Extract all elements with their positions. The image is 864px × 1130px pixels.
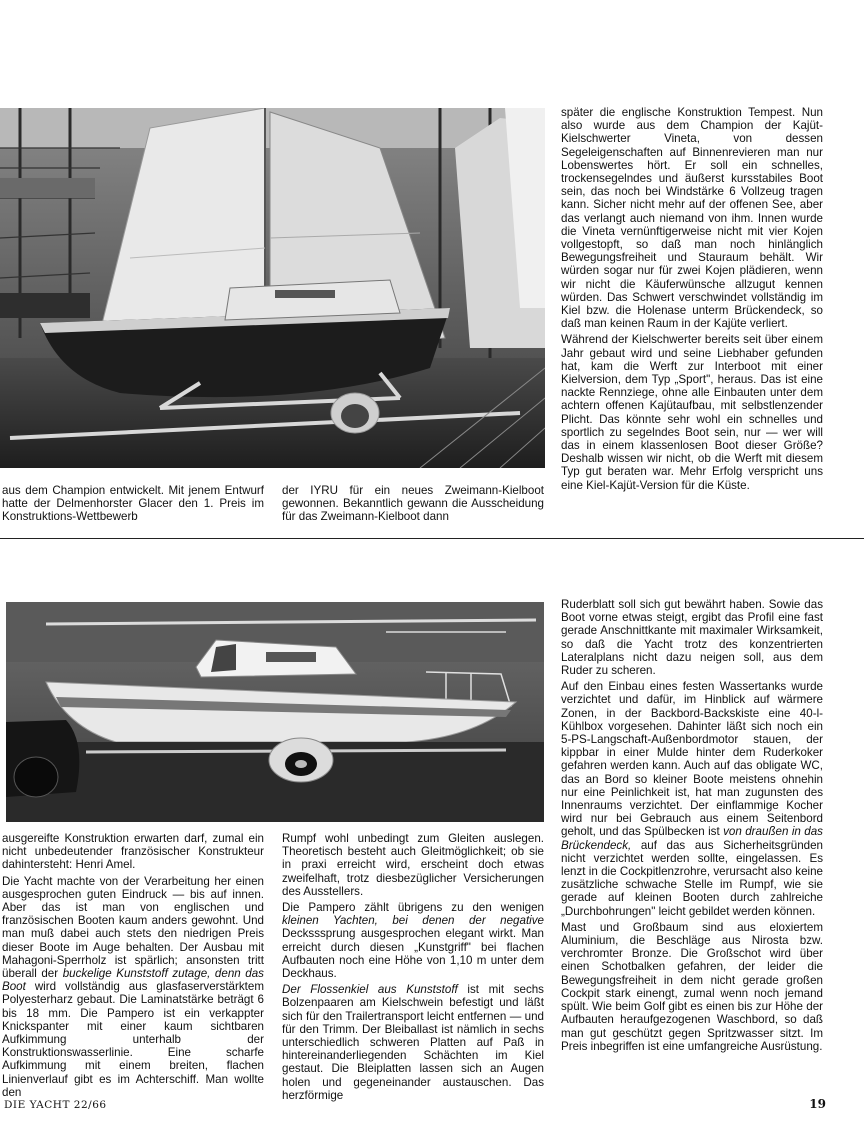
motorsailer-photo-illustration: [6, 602, 544, 822]
section2-column-3: [561, 598, 823, 1056]
section2-col3-italic: von draußen in das Brückendeck,: [561, 825, 823, 852]
section2-col2-text-a: Die Pampero zählt übrigens zu den wenigen: [282, 901, 544, 915]
magazine-footer: DIE YACHT 22/66: [4, 1099, 107, 1111]
section2-col1-paragraph-2: [2, 875, 264, 1099]
section2-col2-italic-a: kleinen Yachten, bei denen der negative: [282, 914, 544, 928]
section1-col2-paragraph: der IYRU für ein neues Zweimann-Kielboot gewonnen. Bekanntlich gewann die Ausscheidung für das Zweimann-Kielboot dann: [282, 484, 544, 524]
page-number: 19: [809, 1097, 826, 1111]
section2-col2-text-b: Decksssprung ausgesprochen elegant wirkt. Man erreicht durch diesen „Kunstgriff" bei flachen Aufbauten noch eine Höhe von 1,10 m unter dem Deckhaus.: [282, 927, 544, 981]
section2-col2-paragraph-3: [282, 983, 544, 1102]
section2-col2-italic-b: Der Flossenkiel aus Kunststoff: [282, 983, 458, 997]
section2-col1-text-b: wird vollständig aus glasfaserverstärktem Polyesterharz gebaut. Die Laminatstärke beträgt 6 bis 18 mm. Die Pampero ist ein verkappter Knickspanter mit einer kaum sichtbaren Aufkimmung unterhalb der Konstruktionswasserlinie. Eine scharfe Aufkimmung mit einem breiten, flachen Linienverlauf gibt es im Achterschiff. Man wollte den: [2, 980, 264, 1099]
section2-col2-text-c: ist mit sechs Bolzenpaaren am Kielschwein befestigt und läßt sich für den Trailertransport leicht entfernen — und für den Trimm. Der Bleiballast ist nämlich in sechs unterschiedlich schweren Platten auf Paß in hintereinanderliegenden Schächten im Kiel gestaut. Die Bleiplatten lassen sich an Augen holen und gegeneinander austauschen. Das herzförmige: [282, 983, 544, 1102]
section2-col3-paragraph-2: [561, 680, 823, 918]
section2-col1-paragraph-1: ausgereifte Konstruktion erwarten darf, zumal ein nicht unbedeutender französischer Konstrukteur dahintersteht: Henri Amel.: [2, 832, 264, 872]
section2-col3-paragraph-1: Ruderblatt soll sich gut bewährt haben. Sowie das Boot vorne etwas steigt, ergibt das Profil eine fast gerade Anschnittkante mit maximaler Wirksamkeit, so daß die Yacht trotz des konzentrierten Lateralplans nicht dazu neigen soll, aus dem Ruder zu scheren.: [561, 598, 823, 678]
section1-col3-paragraph-2: Während der Kielschwerter bereits seit über einem Jahr gebaut wird und seine Liebhaber gefunden hat, kam die Werft zur Interboot mit einer Kielversion, dem Typ „Sport", heraus. Das ist eine nackte Rennziege, ohne alle Einbauten unter dem achtern offenen Kajütaufbau, mit selbstlenzender Plicht. Das könnte sehr wohl ein schnelles und sportlich zu segelndes Boot sein, nur — wer will das in einem klassenlosen Boot dieser Größe? Deshalb wissen wir nicht, ob die Werft mit diesem Typ gut beraten war. Mehr Erfolg verspricht uns eine Kiel-Kajüt-Version für die Küste.: [561, 333, 823, 492]
photo-vineta-boat: [0, 108, 545, 468]
section2-col3-paragraph-3: Mast und Großbaum sind aus eloxiertem Aluminium, die Beschläge aus Nirosta bzw. verchromter Bronze. Die Großschot wird über einen Schotbalken gefahren, der leider die Bewegungsfreiheit in dem nicht gerade großen Cockpit stark einengt, zumal wenn noch jemand spült. Wie beim Golf gibt es einen bis zur Höhe der Aufbauten heraufgezogenen Waschbord, so daß man gut geschützt gegen Spritzwasser sitzt. Im Preis inbegriffen ist eine umfangreiche Ausrüstung.: [561, 920, 823, 1053]
photo-pampero-boat: [6, 602, 544, 822]
section2-col2-paragraph-1: Rumpf wohl unbedingt zum Gleiten auslegen. Theoretisch besteht auch Gleitmöglichkeit; ob sie in praxi erreicht wird, erscheint doch etwas zweifelhaft, trotz diesbezüglicher Versicherungen des Ausstellers.: [282, 832, 544, 898]
section1-column-2: [282, 484, 544, 527]
section2-col3-text-b: auf das aus Sicherheitsgründen nicht verzichtet werden sollte, eingelassen. Es lenzt in die Cockpitlenzrohre, verursacht also keine zusätzliche schwache Stelle im Rumpf, wie sie gerade auf kleinen Booten durch zahlreiche „Durchbohrungen" leicht gebildet werden können.: [561, 838, 823, 918]
section-divider: [0, 538, 864, 539]
section1-column-3: [561, 106, 823, 495]
section1-col3-paragraph-1: später die englische Konstruktion Tempest. Nun also wurde aus dem Champion der Kajüt-Kielschwerter Vineta, von dessen Segeleigenschaften auf Binnenrevieren man nur Lobenswertes hört. Er soll ein schnelles, trockensegelndes und äußerst kursstabiles Boot sein, das noch bei Windstärke 6 Vollzeug tragen kann. Sicher nicht mehr auf der offenen See, aber das verlangt auch niemand von ihm. Innen wurde die Vineta vernünftigerweise nicht mit vier Kojen vollgestopft, so daß man noch hinlänglich Bewegungsfreiheit und Stauraum behält. Wir würden sogar nur für zwei Kojen plädieren, wenn wir nicht die Käuferwünsche allzugut kennen würden. Das Schwert verschwindet vollständig im Kiel bzw. die Holenase unterm Brückendeck, so daß man keinen Raum in der Kajüte verliert.: [561, 106, 823, 331]
section2-col3-text-a: Auf den Einbau eines festen Wassertanks wurde verzichtet und dafür, im Hinblick auf wärmere Zonen, in der Backbord-Backskiste eine 40-l-Kühlbox vorgesehen. Dahinter läßt sich noch ein 5-PS-Langschaft-Außenbordmotor stauen, der kippbar in einer Mulde hinter dem Ruderkoker gefahren werden kann. Auch auf das obligate WC, das an Bord so kleiner Boote meistens ohnehin nur eine Peinlichkeit ist, hat man zugunsten des Innenraums verzichtet. Der einflammige Kocher wird nur bei Gebrauch aus einem Seitenbord geholt, und das Spülbecken ist: [561, 680, 823, 839]
section2-col1-italic: buckelige Kunststoff zutage, denn das Boot: [2, 967, 264, 994]
section1-column-1: [2, 484, 264, 527]
section2-column-1: [2, 832, 264, 1102]
section2-col2-paragraph-2: [282, 901, 544, 980]
section1-col1-paragraph: aus dem Champion entwickelt. Mit jenem Entwurf hatte der Delmenhorster Glacer den 1. Preis im Konstruktions-Wettbewerb: [2, 484, 264, 524]
sailboat-photo-illustration: [0, 108, 545, 468]
section2-col1-text-a: Die Yacht machte von der Verarbeitung her einen ausgesprochen guten Eindruck — bis auf innen. Aber das ist man von englischen und französischen Booten kaum anders gewohnt. Und man muß dabei auch stets den niedrigen Preis dieser Boote im Auge behalten. Der Ausbau mit Mahagoni-Sperrholz ist spärlich; ansonsten tritt überall der: [2, 874, 264, 981]
section2-column-2: [282, 832, 544, 1105]
